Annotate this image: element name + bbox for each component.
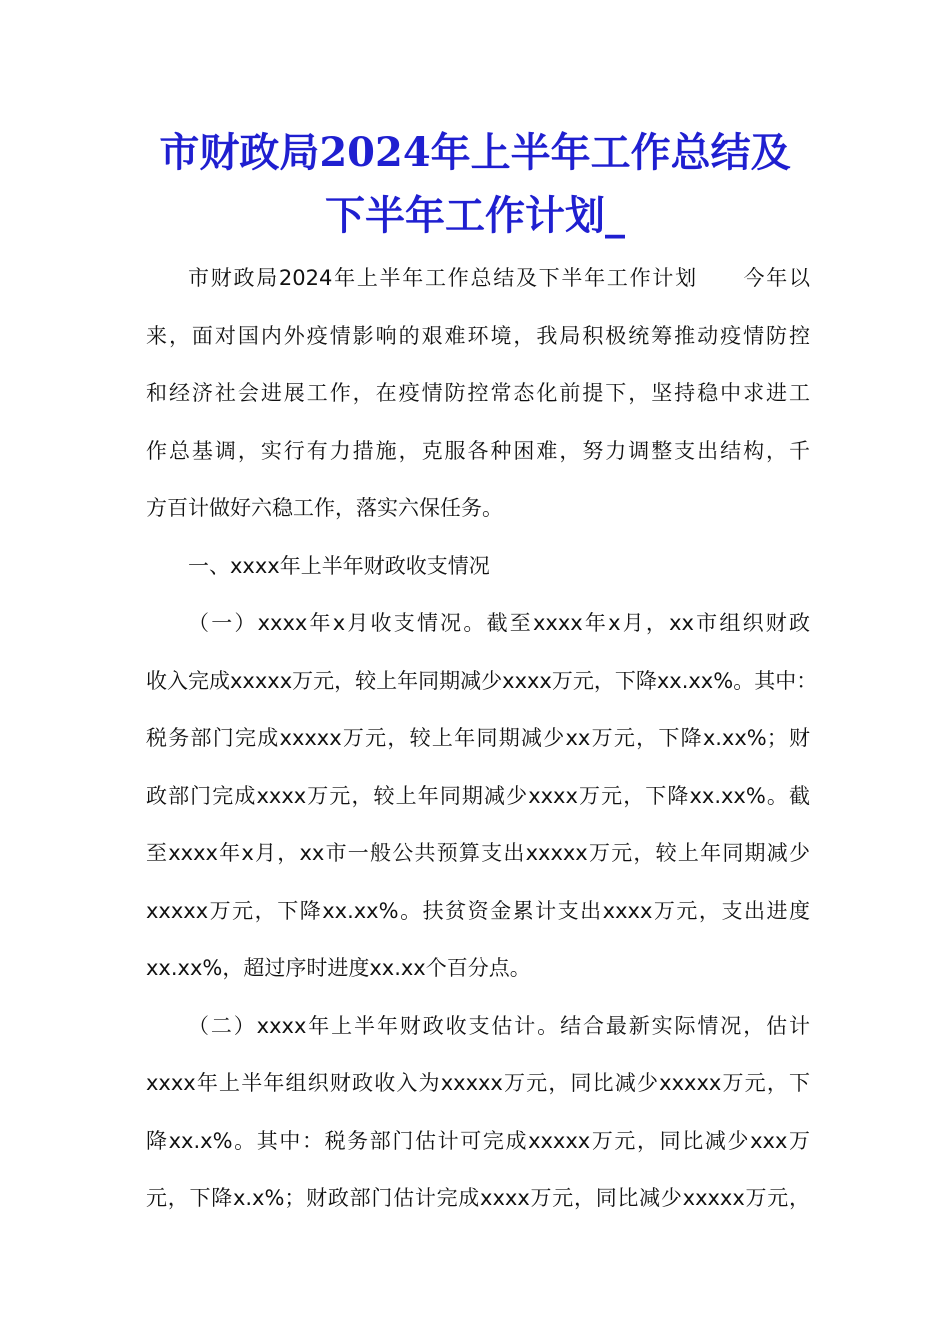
paragraph-line: xx.xx%，超过序时进度xx.xx个百分点。 [146, 956, 531, 980]
paragraph-line: 元，下降x.x%；财政部门估计完成xxxx万元，同比减少xxxxx万元， [146, 1186, 810, 1210]
intro-lead-tail: 今年以 [741, 266, 810, 290]
section-heading-1 [146, 538, 810, 596]
paragraph-line: （一）xxxx年x月收支情况。截至xxxx年x月，xx市组织财政 [188, 611, 810, 635]
paragraph-line: 降xx.x%。其中：税务部门估计可完成xxxxx万元，同比减少xxx万 [146, 1128, 810, 1153]
document-body [146, 250, 818, 1228]
section-heading-text: 一、xxxx年上半年财政收支情况 [188, 553, 490, 578]
paragraph-line: 政部门完成xxxx万元，较上年同期减少xxxx万元，下降xx.xx%。截 [146, 783, 810, 808]
paragraph-line [146, 250, 810, 308]
document-title-line-1: 市财政局2024年上半年工作总结及 [159, 129, 791, 176]
paragraph-line: （二）xxxx年上半年财政收支估计。结合最新实际情况，估计 [188, 1013, 810, 1038]
paragraph-line: 至xxxx年x月，xx市一般公共预算支出xxxxx万元，较上年同期减少 [146, 841, 810, 865]
paragraph-line: 方百计做好六稳工作，落实六保任务。 [146, 496, 503, 520]
paragraph-line: 税务部门完成xxxxx万元，较上年同期减少xx万元，下降x.xx%；财 [146, 726, 810, 750]
paragraph-section-1-2 [146, 998, 810, 1228]
paragraph-line: 收入完成xxxxx万元，较上年同期减少xxxx万元，下降xx.xx%。其中： [146, 668, 818, 693]
paragraph-line: xxxxx万元，下降xx.xx%。扶贫资金累计支出xxxx万元，支出进度 [146, 898, 810, 923]
document-title-line-2: 下半年工作计划_ [325, 192, 625, 239]
paragraph-section-1-1 [146, 595, 818, 998]
intro-lead: 市财政局2024年上半年工作总结及下半年工作计划 [188, 266, 698, 290]
paragraph-line: 和经济社会进展工作，在疫情防控常态化前提下，坚持稳中求进工 [146, 381, 810, 405]
paragraph-line: 来，面对国内外疫情影响的艰难环境，我局积极统筹推动疫情防控 [146, 323, 810, 348]
paragraph-intro [146, 250, 810, 538]
paragraph-line: 作总基调，实行有力措施，克服各种困难，努力调整支出结构，千 [146, 438, 810, 463]
paragraph-line: xxxx年上半年组织财政收入为xxxxx万元，同比减少xxxxx万元，下 [146, 1071, 810, 1095]
